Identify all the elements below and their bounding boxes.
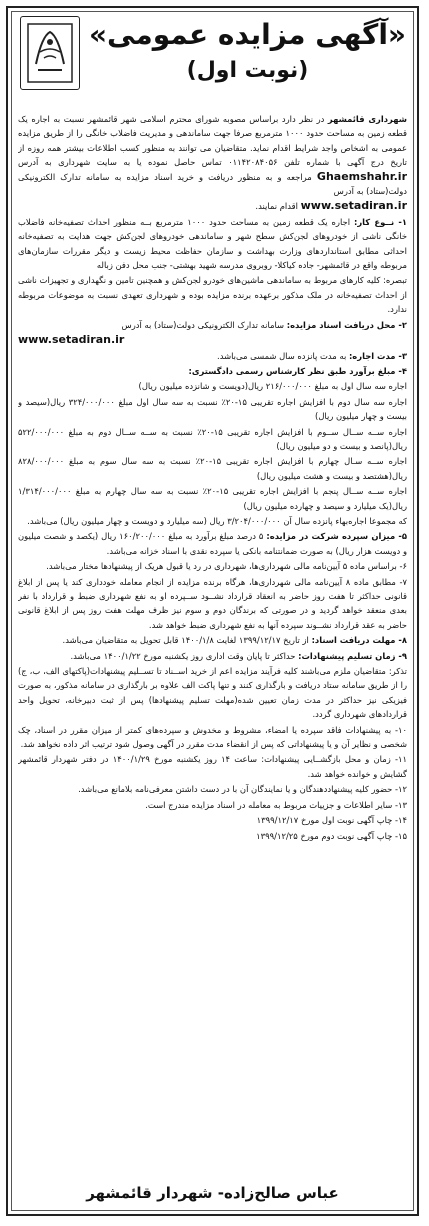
condition-text: ۱۵- چاپ آگهی نوبت دوم مورخ ۱۳۹۹/۱۲/۲۵ xyxy=(256,830,407,841)
condition-url-line xyxy=(18,333,407,347)
condition-item xyxy=(18,425,407,454)
intro-url-line xyxy=(18,199,407,213)
header xyxy=(86,16,409,86)
intro-text: در نظر دارد براساس مصوبه شورای محترم اسلامی شهر قائمشهر نسبت به اجاره یک قطعه زمین به مساحت حدود ۱۰۰۰ مترمربع صرفا جهت ساماندهی و مدیریت فاضلاب خانگی را از طریق مزایده عمومی به اشخاص واجد شرایط اقدام نماید. متقاضیان می توانند به منظور کسب اطلاعات بیشتر همه روزه از تاریخ درج آگهی با شماره تلفن ۰۱۱۴۲۰۸۴۰۵۶ تماس حاصل نموده یا به سایت شهرداری به آدرس xyxy=(18,114,407,168)
municipality-website-link[interactable]: Ghaemshahr.ir xyxy=(316,169,407,183)
condition-text: اجاره یک قطعه زمین به مساحت حدود ۱۰۰۰ مترمربع بــه منظور احداث تصفیه‌خانه فاضلاب خانگی ناشی از خودروهای لجن‌کش سطح شهر و ساماندهی خودروهای لجن‌کش جهت هدایت به تصفیه‌خانه احداثی مطابق استانداردهای وزارت بهداشت و سازمان حفاظت محیط زیست و دیگر مقررات سازمان‌های مربوطه واقع در قائمشهر- جاده کیاکلا- روبروی مدرسه شهید بهشتی- جنب محل دفن زباله xyxy=(18,216,407,271)
condition-item xyxy=(18,514,407,528)
condition-item xyxy=(18,318,407,332)
condition-text: تذکر: متقاضیان ملزم می‌باشند کلیه فرآیند مزایده اعم از خرید اســناد تا تســلیم پیشنهادات(پاکتهای الف، ب، ج) را از طریق سامانه ستاد دریافت و بارگذاری کنند و تنها پاکت الف علاوه بر بارگذاری در سامانه مذکور، به صورت فیزیکی نیز حداکثر در مدت زمان تعیین شده(مهلت تسلیم پیشنهادها) پس از ثبت دبیرخانه، تحویل واحد قراردادهای شهرداری گردد. xyxy=(18,666,407,720)
condition-text: تبصره: کلیه کارهای مربوط به ساماندهی ماشین‌های خودرو لجن‌کش و همچنین تامین و نگهداری و تجهیزات ناشی از احداث تصفیه‌خانه در ملک مذکور برعهده برنده مزایده بوده و شهرداری تعهدی نسبت به موضوعات مربوطه ندارد. xyxy=(18,275,407,315)
condition-text: به مدت پانزده سال شمسی می‌باشد. xyxy=(217,350,347,361)
condition-item xyxy=(18,575,407,633)
condition-item xyxy=(18,215,407,273)
condition-text: که مجموعا اجاره‌بهاء پانزده سال آن ۳/۲۰۴/۰۰۰/۰۰۰ ریال (سه میلیارد و دویست و چهار میلیون ریال) می‌باشد. xyxy=(27,515,407,526)
condition-text: ۱۰- به پیشنهادات فاقد سپرده یا امضاء، مشروط و مخدوش و سپرده‌های کمتر از میزان مقرر در اسناد، چک شخصی و نظایر آن و یا پیشنهاداتی که پس از انقضاء مدت مقرر در آگهی وصول شود ترتیب اثر داده نخواهد شد. xyxy=(18,724,407,750)
condition-text: از تاریخ ۱۳۹۹/۱۲/۱۷ لغایت ۱۴۰۰/۱/۸ قابل تحویل به متقاضیان می‌باشد. xyxy=(62,635,309,646)
condition-item xyxy=(18,723,407,752)
emblem-graphic xyxy=(26,22,74,84)
page-title: «آگهی مزایده عمومی» xyxy=(88,18,407,51)
condition-text: ۵ درصد مبلغ برآورد به مبلغ ۱۶۰/۲۰۰/۰۰۰ ریال (یکصد و شصت میلیون و دویست هزار ریال) به صورت ضمانتنامه بانکی یا سپرده نقدی با اسناد خزانه می‌باشد. xyxy=(18,531,407,556)
condition-item xyxy=(18,829,407,843)
condition-item xyxy=(18,273,407,316)
condition-text: حداکثر تا پایان وقت اداری روز یکشنبه مورخ ۱۴۰۰/۱/۲۲ می‌باشد. xyxy=(70,650,296,661)
condition-heading: ۲- محل دریافت اسناد مزایده: xyxy=(286,319,407,330)
condition-item xyxy=(18,649,407,663)
condition-text: اجاره ســه سـال چهارم با افزایش اجاره تقریبی ۱۵-۲۰٪ نسبت به سه سال سوم به مبلغ ۸۲۸/۰۰۰/۰۰۰ ریال(هشتصد و بیست و هشت میلیون ریال) xyxy=(18,456,407,481)
condition-text: اجاره سه سال اول به مبلغ ۲۱۶/۰۰۰/۰۰۰ ریال(دویست و شانزده میلیون ریال) xyxy=(138,381,407,392)
signature: عباس صالح‌زاده- شهردار قائمشهر xyxy=(86,1184,339,1202)
conditions-list xyxy=(18,215,407,843)
condition-item xyxy=(18,782,407,796)
condition-heading: ۸- مهلت دریافت اسناد: xyxy=(311,635,407,646)
intro-text-2: مراجعه و به منظور دریافت و خرید اسناد مزایده به سامانه تدارک الکترونیکی دولت(ستاد) به آدرس xyxy=(18,171,407,197)
condition-item xyxy=(18,559,407,573)
condition-heading: ۵- میزان سپرده شرکت در مزایده: xyxy=(266,531,407,542)
condition-text: ۱۴- چاپ آگهی نوبت اول مورخ ۱۳۹۹/۱۲/۱۷ xyxy=(256,815,407,826)
condition-item xyxy=(18,364,407,378)
condition-item xyxy=(18,454,407,483)
condition-item xyxy=(18,752,407,781)
condition-item xyxy=(18,813,407,827)
condition-item xyxy=(18,798,407,812)
announcement-body xyxy=(18,112,407,1172)
intro-paragraph xyxy=(18,112,407,198)
advertisement-frame xyxy=(6,6,419,1216)
municipality-emblem-icon xyxy=(20,16,80,90)
condition-item xyxy=(18,529,407,558)
condition-heading: ۱- نــوع کار: xyxy=(353,216,407,227)
condition-text: اجاره سه سال دوم با افزایش اجاره تقریبی ۱۵-۲۰٪ نسبت به سه سال اول مبلغ ۳۲۴/۰۰۰/۰۰۰ ریال(سیصد و بیست و چهار میلیون ریال) xyxy=(18,396,407,422)
condition-text: ۶- براساس ماده ۵ آیین‌نامه مالی شهرداری‌ها، شهرداری در رد یا قبول هریک از پیشنهادها مختار می‌باشد. xyxy=(46,561,407,572)
condition-item xyxy=(18,395,407,424)
condition-text: ۱۱- زمان و محل بازگشــایی پیشنهادات: ساعت ۱۴ روز یکشنبه مورخ ۱۴۰۰/۱/۲۹ در دفتر شهردار قائمشهر گشایش و خوانده خواهد شد. xyxy=(18,754,407,779)
condition-item xyxy=(18,664,407,722)
condition-item xyxy=(18,484,407,513)
condition-item xyxy=(18,349,407,363)
condition-text: ۱۲- حضور کلیه پیشنهاددهندگان و یا نمایندگان آن با در دست داشتن معرفی‌نامه بلامانع می‌باشد. xyxy=(78,784,407,795)
condition-heading: ۴- مبلغ برآورد طبق نظر کارشناس رسمی دادگستری: xyxy=(188,365,407,376)
condition-item xyxy=(18,379,407,393)
condition-text: سامانه تدارک الکترونیکی دولت(ستاد) به آدرس xyxy=(121,319,285,330)
page-subtitle: (نوبت اول) xyxy=(186,58,309,83)
intro-tail: اقدام نمایند. xyxy=(255,201,298,212)
condition-text: ۱۳- سایر اطلاعات و جزییات مربوط به معامله در اسناد مزایده مندرج است. xyxy=(145,799,407,810)
condition-text: ۷- مطابق ماده ۸ آیین‌نامه مالی شهرداری‌ها، هرگاه برنده مزایده از انجام معامله خودداری کند یا پس از ابلاغ قانونی حداکثر تا هفت روز حاضر به انعقاد قرارداد نشــود ســپرده او به نفع شهرداری ضبط و قرارداد با نفر بعدی منعقد خواهد گردید و در صورتی که برندگان دوم و سوم نیز ظرف مهلت هفت روز پس از ابلاغ قانونی حاضر به عقد قرارداد نشــوند سپرده آنها به نفع شهرداری ضبط خواهد شد. xyxy=(18,576,407,630)
setad-website-link[interactable]: www.setadiran.ir xyxy=(300,199,407,213)
condition-heading: ۹- زمان تسلیم پیشنهادات: xyxy=(298,650,407,661)
condition-text: اجاره ســه ســال ســوم با افزایش اجاره تقریبی ۱۵-۲۰٪ نسبت به ســه ســال دوم به مبلغ ۵۲۲/۰۰۰/۰۰۰ ریال(پانصد و بیست و دو میلیون ریال) xyxy=(18,426,407,451)
condition-text: اجاره ســه ســال پنجم با افزایش اجاره تقریبی ۱۵-۲۰٪ نسبت به سه سال چهارم به مبلغ ۱/۳۱۴/۰۰۰/۰۰۰ ریال(یک میلیارد و سیصد و چهارده میلیون ریال) xyxy=(18,486,407,511)
condition-heading: ۳- مدت اجاره: xyxy=(348,350,407,361)
org-name: شهرداری قائمشهر xyxy=(327,114,407,124)
setad-website-link[interactable]: www.setadiran.ir xyxy=(18,333,125,347)
condition-item xyxy=(18,633,407,647)
